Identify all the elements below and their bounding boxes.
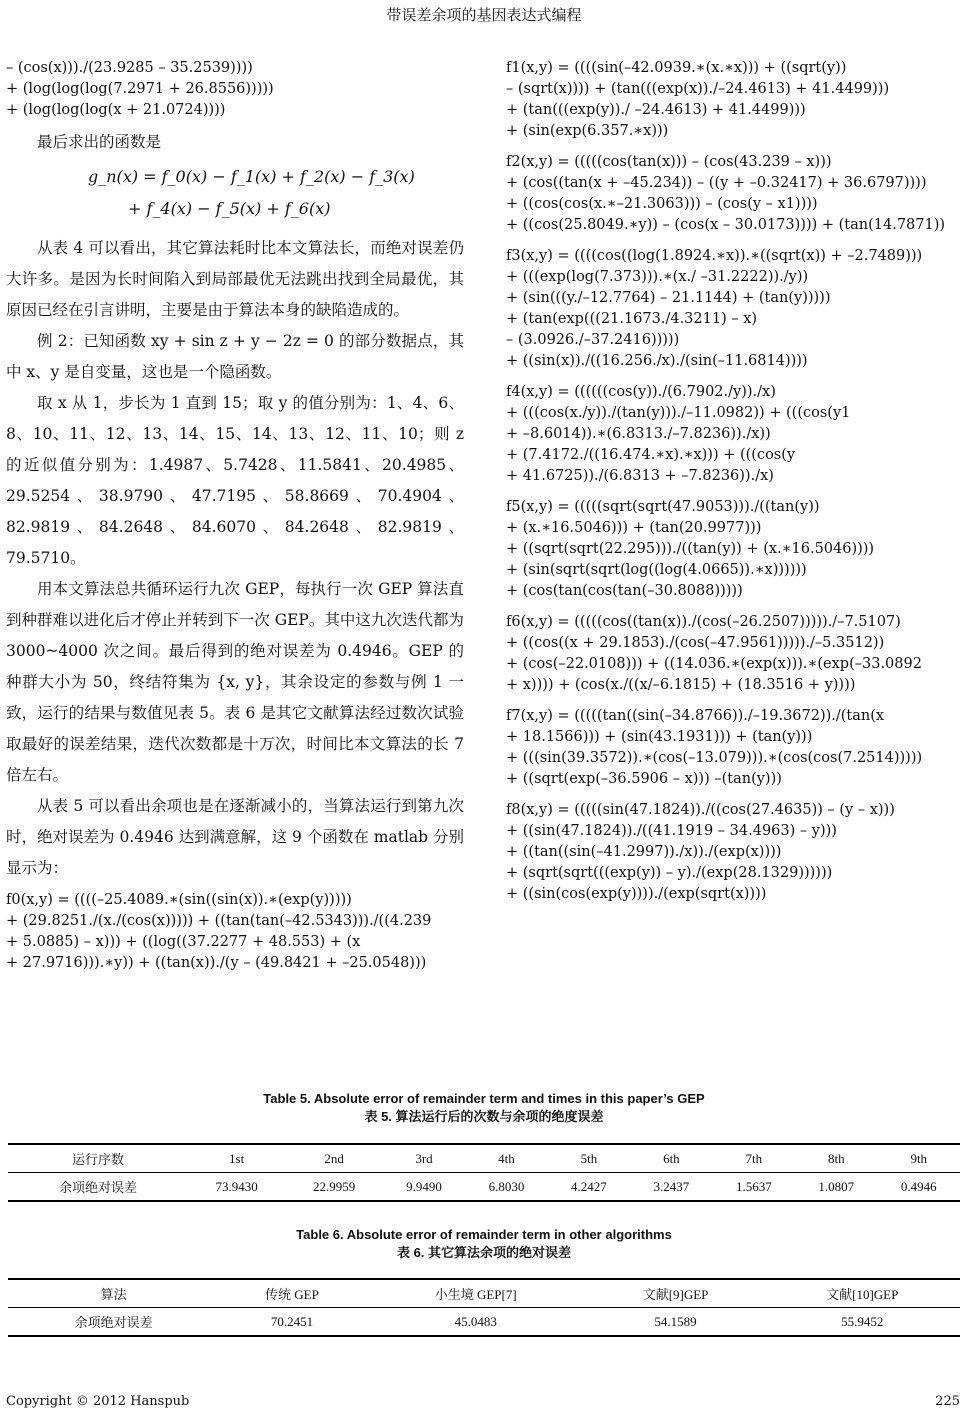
table-cell: 余项绝对误差 bbox=[8, 1308, 219, 1337]
formula-line: + (7.4172./((16.474.∗x).∗x))) + (((cos(y bbox=[506, 447, 796, 463]
formula-line: + ((cos(25.8049.∗y)) – (cos(x – 30.0173)))) + (tan(14.7871)) bbox=[506, 217, 946, 233]
table6 bbox=[8, 1278, 960, 1337]
table5-caption-en: Table 5. Absolute error of remainder term and times in this paper’s GEP bbox=[263, 1091, 705, 1106]
table-header-cell: 传统 GEP bbox=[219, 1279, 365, 1308]
table-header-cell: 8th bbox=[795, 1144, 877, 1173]
table-cell: 73.9430 bbox=[188, 1173, 285, 1202]
formula-line: + ((sin(cos(exp(y))))./(exp(sqrt(x)))) bbox=[506, 886, 767, 902]
table-cell: 6.8030 bbox=[465, 1173, 547, 1202]
formula-line: + (cos(–22.0108))) + ((14.036.∗(exp(x))).∗(exp(–33.0892 bbox=[506, 656, 922, 672]
formula-line: + –8.6014)).∗(6.8313./–7.8236))./x)) bbox=[506, 426, 771, 442]
paragraph: 例 2：已知函数 xy + sin z + y − 2z = 0 的部分数据点，其中 x、y 是自变量，这也是一个隐函数。 bbox=[6, 332, 464, 381]
table-cell: 54.1589 bbox=[587, 1308, 765, 1337]
right-column bbox=[506, 58, 966, 915]
formula-line: + ((cos(cos(x.∗–21.3063))) – (cos(y – x1)))) bbox=[506, 196, 818, 212]
f8-formula bbox=[506, 800, 966, 905]
table-cell: 1.5637 bbox=[713, 1173, 795, 1202]
table-header-cell: 4th bbox=[465, 1144, 547, 1173]
table-cell: 22.9959 bbox=[285, 1173, 382, 1202]
table-cell: 45.0483 bbox=[365, 1308, 587, 1337]
formula-line: + ((tan((sin(–41.2997))./x))./(exp(x)))) bbox=[506, 844, 782, 860]
final-equation bbox=[88, 161, 464, 225]
formula-line: + 27.9716))).∗y)) + ((tan(x))./(y – (49.8421 + –25.0548))) bbox=[6, 955, 427, 971]
formula-line: + ((sqrt(sqrt(22.295)))./((tan(y)) + (x.∗16.5046)))) bbox=[506, 541, 875, 557]
formula-line: + (tan(((exp(y))./ –24.4613) + 41.4499))) bbox=[506, 102, 806, 118]
formula-line: f6(x,y) = (((((cos((tan(x))./(cos(–26.2507)))))./–7.5107) bbox=[506, 614, 901, 630]
table-header-cell: 1st bbox=[188, 1144, 285, 1173]
formula-line: + (sin(sqrt(sqrt(log((log(4.0665)).∗x)))))) bbox=[506, 562, 807, 578]
equation-line-2: + f_4(x) − f_5(x) + f_6(x) bbox=[128, 199, 331, 218]
table6-caption-zh: 表 6. 其它算法余项的绝对误差 bbox=[396, 1245, 572, 1260]
formula-line: – (3.0926./–37.2416))))) bbox=[506, 332, 680, 348]
table-cell: 4.2427 bbox=[548, 1173, 630, 1202]
formula-line: + (sin(((y./–12.7764) – 21.1144) + (tan(y))))) bbox=[506, 290, 831, 306]
formula-line: f0(x,y) = ((((–25.4089.∗(sin((sin(x)).∗(exp(y))))) bbox=[6, 892, 352, 908]
body-text bbox=[6, 233, 464, 884]
table-header-cell: 9th bbox=[878, 1144, 960, 1173]
formula-line: + (log(log(log(7.2971 + 26.8556))))) bbox=[6, 81, 274, 97]
table-cell: 3.2437 bbox=[630, 1173, 712, 1202]
formula-line: + ((cos((x + 29.1853)./(cos(–47.9561)))))./–5.3512)) bbox=[506, 635, 885, 651]
formula-line: + (((cos(x./y))./(tan(y)))./–11.0982)) + (((cos(y1 bbox=[506, 405, 851, 421]
paragraph: 用本文算法总共循环运行九次 GEP，每执行一次 GEP 算法直到种群难以进化后才停止并转到下一次 GEP。其中这九次迭代都为 3000~4000 次之间。最后得到的绝对误差为 0.4946。GEP 的种群大小为 50，终结符集为 {x, y}，其余设定的参数与例 1 一致，运行的结果与数值见表 5。表 6 是其它文献算法经过数次试验取最好的误差结果，迭代次数都是十万次，时间比本文算法的长 7 倍左右。 bbox=[6, 580, 464, 784]
table6-caption-en: Table 6. Absolute error of remainder term in other algorithms bbox=[296, 1227, 672, 1242]
f6-formula bbox=[506, 612, 966, 696]
table-header-cell: 5th bbox=[548, 1144, 630, 1173]
table-cell: 1.0807 bbox=[795, 1173, 877, 1202]
copyright-footer: Copyright © 2012 Hanspub bbox=[6, 1394, 190, 1409]
formula-line: + ((sqrt(exp(–36.5906 – x))) –(tan(y))) bbox=[506, 771, 782, 787]
formula-line: f5(x,y) = (((((sqrt(sqrt(47.9053)))./((tan(y)) bbox=[506, 499, 820, 515]
formula-line: + (tan(exp(((21.1673./4.3211) – x) bbox=[506, 311, 758, 327]
table-header-cell: 3rd bbox=[383, 1144, 465, 1173]
formula-line: + (log(log(log(x + 21.0724)))) bbox=[6, 102, 226, 118]
table-header-cell: 运行序数 bbox=[8, 1144, 188, 1173]
formula-line: + (x.∗16.5046))) + (tan(20.9977))) bbox=[506, 520, 762, 536]
formula-line: + ((sin(x))./((16.256./x)./(sin(–11.6814)))) bbox=[506, 353, 808, 369]
f1-formula bbox=[506, 58, 966, 142]
table-header-cell: 7th bbox=[713, 1144, 795, 1173]
formula-line: f2(x,y) = (((((cos(tan(x))) – (cos(43.239 – x))) bbox=[506, 154, 832, 170]
formula-line: + 41.6725))./(6.8313 + –7.8236))./x) bbox=[506, 468, 774, 484]
table5-caption-zh: 表 5. 算法运行后的次数与余项的绝度误差 bbox=[364, 1109, 604, 1124]
table-cell: 70.2451 bbox=[219, 1308, 365, 1337]
f5-formula bbox=[506, 497, 966, 602]
formula-line: + (cos(tan(cos(tan(–30.8088))))) bbox=[506, 583, 743, 599]
equation-line-1: g_n(x) = f_0(x) − f_1(x) + f_2(x) − f_3(x) bbox=[88, 167, 415, 186]
formula-line: + ((sin(47.1824))./((41.1919 – 34.4963) – y))) bbox=[506, 823, 837, 839]
left-column bbox=[6, 58, 464, 974]
formula-line: + x)))) + (cos(x./((x/–6.1815) + (18.3516 + y)))) bbox=[506, 677, 856, 693]
page-number: 225 bbox=[935, 1394, 960, 1409]
formula-line: f4(x,y) = ((((((cos(y))./(6.7902./y))./x) bbox=[506, 384, 776, 400]
formula-line: + (29.8251./(x./(cos(x))))) + ((tan(tan(–42.5343)))./((4.239 bbox=[6, 913, 432, 929]
table-header-cell: 6th bbox=[630, 1144, 712, 1173]
table-cell: 余项绝对误差 bbox=[8, 1173, 188, 1202]
paragraph: 从表 4 可以看出，其它算法耗时比本文算法长，而绝对误差仍大许多。是因为长时间陷入到局部最优无法跳出找到全局最优，其原因已经在引言讲明，主要是由于算法本身的缺陷造成的。 bbox=[6, 239, 464, 319]
table-header-cell: 算法 bbox=[8, 1279, 219, 1308]
table-cell: 9.9490 bbox=[383, 1173, 465, 1202]
formula-line: + (((exp(log(7.373))).∗(x./ –31.2222))./y)) bbox=[506, 269, 809, 285]
paragraph: 取 x 从 1，步长为 1 直到 15；取 y 的值分别为：1、4、6、8、10、11、12、13、14、15、14、13、12、11、10；则 z 的近似值分别为：1.4987、5.7428、11.5841、20.4985、29.5254、38.9790、47.7195、58.8669、70.4904、82.9819、84.2648、84.6070、84.2648、82.9819、79.5710。 bbox=[6, 394, 464, 567]
table-cell: 0.4946 bbox=[878, 1173, 960, 1202]
table-header-row bbox=[8, 1279, 960, 1308]
table-row bbox=[8, 1308, 960, 1337]
f2-formula bbox=[506, 152, 966, 236]
formula-line: f8(x,y) = (((((sin(47.1824))./((cos(27.4635)) – (y – x))) bbox=[506, 802, 895, 818]
f3-formula bbox=[506, 246, 966, 372]
f4-formula bbox=[506, 382, 966, 487]
paragraph: 从表 5 可以看出余项也是在逐渐减小的，当算法运行到第九次时，绝对误差为 0.4946 达到满意解，这 9 个函数在 matlab 分别显示为： bbox=[6, 797, 464, 877]
table-header-cell: 2nd bbox=[285, 1144, 382, 1173]
formula-line: f7(x,y) = (((((tan((sin(–34.8766))./–19.3672))./(tan(x bbox=[506, 708, 885, 724]
formula-line: + (sin(exp(6.357.∗x))) bbox=[506, 123, 669, 139]
table-header-cell: 文献[9]GEP bbox=[587, 1279, 765, 1308]
table5 bbox=[8, 1143, 960, 1202]
table-row bbox=[8, 1173, 960, 1202]
table-header-cell: 文献[10]GEP bbox=[764, 1279, 960, 1308]
formula-line: – (sqrt(x)))) + (tan(((exp(x))./–24.4613) + 41.4499))) bbox=[506, 81, 890, 97]
f7-formula bbox=[506, 706, 966, 790]
formula-line: + 18.1566))) + (sin(43.1931))) + (tan(y))) bbox=[506, 729, 813, 745]
formula-line: + (sqrt(sqrt(((exp(y)) – y)./(exp(28.1329)))))) bbox=[506, 865, 833, 881]
formula-line: + (cos((tan(x + –45.234)) – ((y + –0.32417) + 36.6797)))) bbox=[506, 175, 927, 191]
f0-formula bbox=[6, 890, 464, 974]
running-header: 带误差余项的基因表达式编程 bbox=[386, 6, 582, 24]
table-header-cell: 小生境 GEP[7] bbox=[365, 1279, 587, 1308]
formula-line: + (((sin(39.3572)).∗(cos(–13.079))).∗(cos(cos(7.2514))))) bbox=[506, 750, 923, 766]
formula-line: f1(x,y) = ((((sin(–42.0939.∗(x.∗x))) + ((sqrt(y)) bbox=[506, 60, 847, 76]
formula-line: f3(x,y) = ((((cos((log(1.8924.∗x)).∗((sqrt(x)) + –2.7489))) bbox=[506, 248, 923, 264]
table-cell: 55.9452 bbox=[764, 1308, 960, 1337]
formula-line: + 5.0885) – x))) + ((log((37.2277 + 48.553) + (x bbox=[6, 934, 361, 950]
table-header-row bbox=[8, 1144, 960, 1173]
final-function-label: 最后求出的函数是 bbox=[37, 133, 162, 151]
formula-line: – (cos(x)))./(23.9285 – 35.2539)))) bbox=[6, 60, 253, 76]
